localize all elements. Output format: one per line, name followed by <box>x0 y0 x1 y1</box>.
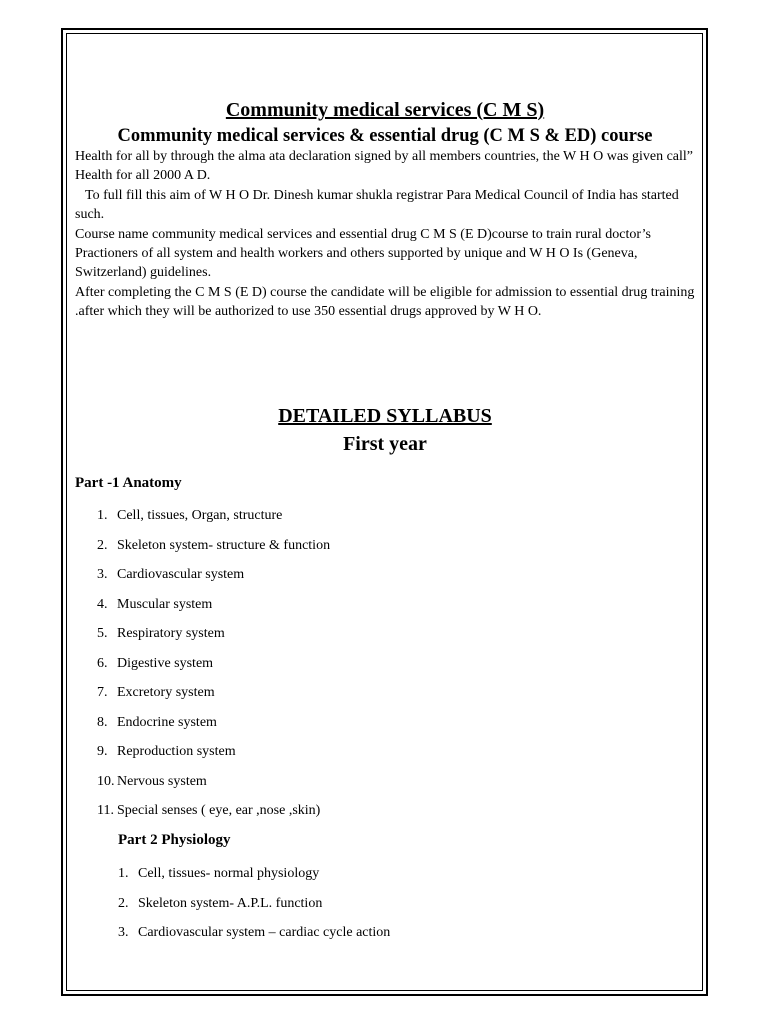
list-item-text: Special senses ( eye, ear ,nose ,skin) <box>117 803 321 818</box>
list-item-number: 2. <box>118 895 129 911</box>
list-item-text: Skeleton system- structure & function <box>117 537 331 553</box>
list-item <box>97 772 330 802</box>
part2-list <box>118 864 390 953</box>
list-item-number: 10. <box>97 773 115 789</box>
list-item-number: 6. <box>97 655 108 671</box>
list-item <box>118 864 390 894</box>
list-item <box>97 595 330 625</box>
list-item <box>97 624 330 654</box>
list-item <box>97 536 330 566</box>
list-item-text: Excretory system <box>117 685 215 700</box>
part2-heading: Part 2 Physiology <box>118 832 231 848</box>
list-item-number: 2. <box>97 537 108 553</box>
list-item-number: 3. <box>97 567 108 582</box>
intro-paragraph-2: To full fill this aim of W H O Dr. Dinesh kumar shukla registrar Para Medical Council of India has started such. <box>75 187 679 223</box>
list-item-text: Cardiovascular system <box>117 567 245 582</box>
part1-list <box>97 506 330 831</box>
list-item <box>97 742 330 772</box>
part1-heading: Part -1 Anatomy <box>75 475 182 491</box>
document-content <box>75 98 695 940</box>
list-item-number: 4. <box>97 596 108 612</box>
list-item-text: Endocrine system <box>117 714 217 730</box>
list-item-number: 1. <box>97 508 108 523</box>
list-item-text: Nervous system <box>117 773 207 789</box>
list-item-number: 8. <box>97 714 108 730</box>
list-item-text: Skeleton system- A.P.L. function <box>138 895 323 911</box>
intro-paragraph-3: Course name community medical services and essential drug C M S (E D)course to train rural doctor’s Practioners of all system and health workers and others supported by unique and W H O Is (Geneva, Switzerland) guidelines. <box>75 226 651 281</box>
document-subtitle: Community medical services & essential drug (C M S & ED) course <box>117 126 653 146</box>
document-title: Community medical services (C M S) <box>225 99 545 121</box>
list-item-text: Muscular system <box>117 596 213 612</box>
intro-paragraph-4: After completing the C M S (E D) course the candidate will be eligible for admission to essential drug training .after which they will be authorized to use 350 essential drugs approved by W H O. <box>75 284 695 320</box>
list-item <box>97 713 330 743</box>
list-item <box>97 801 330 831</box>
list-item <box>118 894 390 924</box>
list-item-text: Cardiovascular system – cardiac cycle action <box>138 925 391 940</box>
list-item-number: 11. <box>97 803 114 818</box>
list-item-number: 5. <box>97 626 108 641</box>
list-item <box>118 923 390 953</box>
list-item <box>97 565 330 595</box>
list-item <box>97 506 330 536</box>
syllabus-year: First year <box>343 433 427 455</box>
list-item-number: 7. <box>97 685 108 700</box>
list-item-text: Cell, tissues- normal physiology <box>138 866 320 881</box>
list-item-text: Cell, tissues, Organ, structure <box>117 508 283 523</box>
list-item-number: 1. <box>118 866 129 881</box>
intro-paragraph-1: Health for all by through the alma ata declaration signed by all members countries, the W H O was given call” Health for all 2000 A D. <box>75 149 694 184</box>
list-item-text: Reproduction system <box>117 744 236 759</box>
list-item <box>97 654 330 684</box>
list-item-text: Respiratory system <box>117 626 225 641</box>
list-item-number: 9. <box>97 744 108 759</box>
list-item-text: Digestive system <box>117 655 214 671</box>
syllabus-heading: DETAILED SYLLABUS <box>278 405 492 427</box>
list-item <box>97 683 330 713</box>
list-item-number: 3. <box>118 925 129 940</box>
